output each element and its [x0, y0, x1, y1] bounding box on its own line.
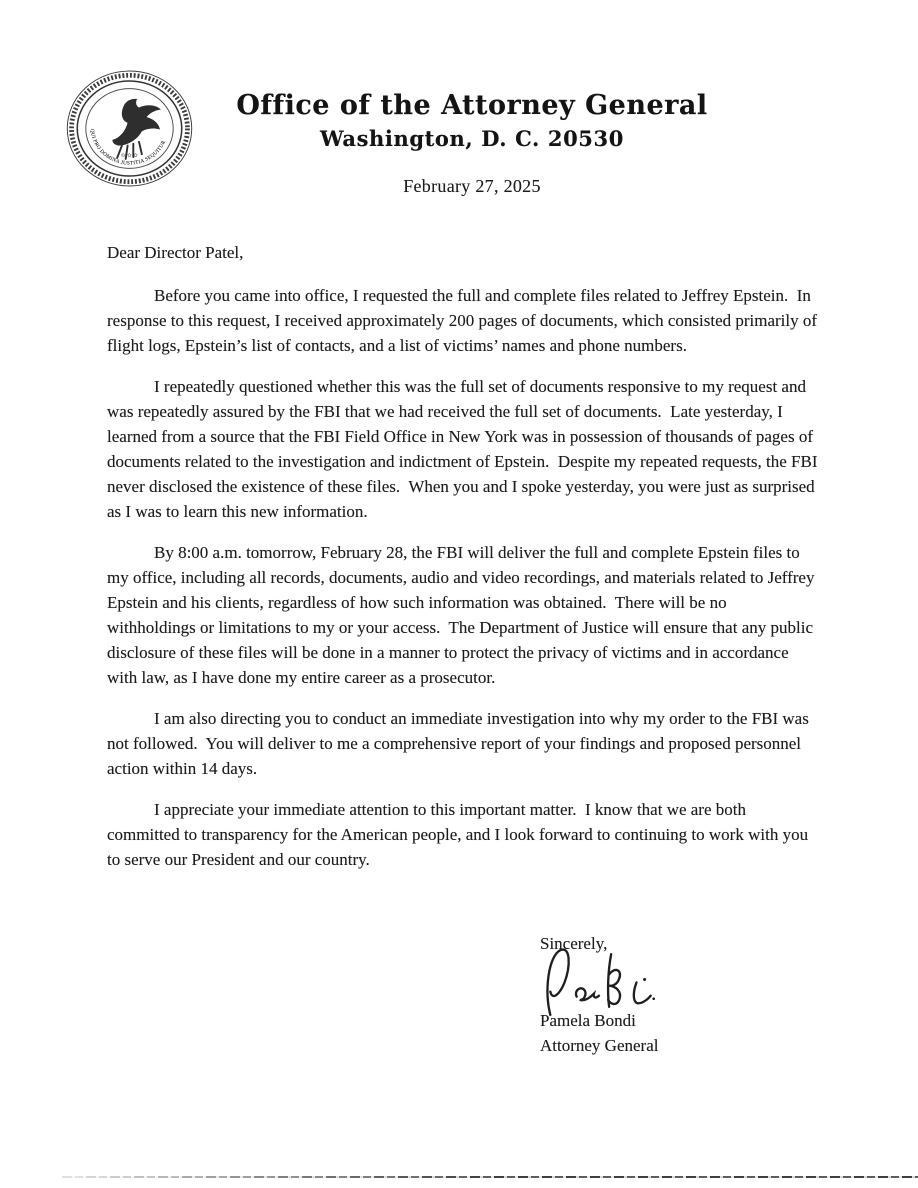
office-address: Washington, D. C. 20530 [320, 126, 624, 151]
eagle-glyph [112, 99, 160, 159]
letter-paragraph: I am also directing you to conduct an immediate investigation into why my order to the FBI was not followed. You will deliver to me a comprehensive report of your findings and proposed personnel action within 14 days. [107, 709, 814, 778]
seal-motto: QUI PRO DOMINA JUSTITIA SEQUITUR [88, 128, 168, 167]
seal-stars: ✩ ✩ ✩ [120, 153, 139, 159]
letter-date: February 27, 2025 [403, 176, 541, 196]
office-title: Office of the Attorney General [236, 90, 708, 121]
valediction: Sincerely, [540, 934, 608, 953]
letter-body [107, 240, 822, 888]
salutation: Dear Director Patel, [107, 243, 244, 262]
closing-block [540, 931, 790, 1071]
letter-paragraph: I appreciate your immediate attention to this important matter. I know that we are both committed to transparency for the American people, and I look forward to continuing to work with you to serve our President and our country. [107, 800, 813, 869]
scan-artifact-line [62, 1176, 918, 1178]
letterhead [196, 90, 748, 197]
letter-paragraph: I repeatedly questioned whether this was the full set of documents responsive to my request and was repeatedly assured by the FBI that we had received the full set of documents. Late yesterday, I learned from a source that the FBI Field Office in New York was in possession of thousands of pages of documents related to the investigation and indictment of Epstein. Despite my repeated requests, the FBI never disclosed the existence of these files. When you and I spoke yesterday, you were just as surprised as I was to learn this new information. [107, 377, 822, 521]
letter-paragraph: Before you came into office, I requested the full and complete files related to Jeffrey Epstein. In response to this request, I received approximately 200 pages of documents, which consisted primarily of flight logs, Epstein’s list of contacts, and a list of victims’ names and phone numbers. [107, 286, 822, 355]
signer-name: Pamela Bondi [540, 1011, 636, 1030]
letter-paragraph: By 8:00 a.m. tomorrow, February 28, the FBI will deliver the full and complete Epstein files to my office, including all records, documents, audio and video recordings, and materials related to Jeffrey Epstein and his clients, regardless of how such information was obtained. There will be no withholdings or limitations to my or your access. The Department of Justice will ensure that any public disclosure of these files will be done in a manner to protect the privacy of victims and in accordance with law, as I have done my entire career as a prosecutor. [107, 543, 819, 687]
doj-seal-icon [63, 66, 196, 191]
signer-title: Attorney General [540, 1036, 659, 1055]
